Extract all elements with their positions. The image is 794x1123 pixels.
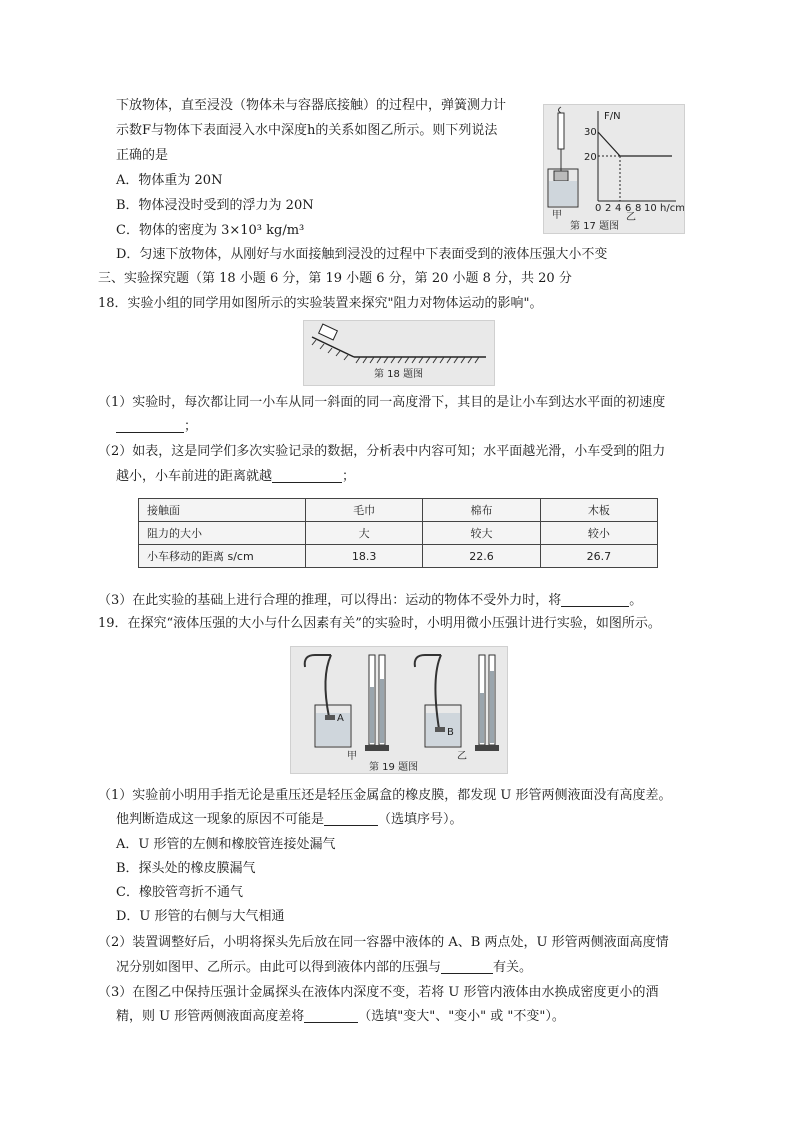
figure-18 — [303, 320, 495, 386]
figure-19-label-yi: 乙 — [457, 751, 467, 762]
table-cell: 小车移动的距离 s/cm — [139, 545, 306, 568]
q19-option-b: B．探头处的橡皮膜漏气 — [116, 861, 256, 876]
q17-line-1: 下放物体，直至浸没（物体未与容器底接触）的过程中，弹簧测力计 — [116, 98, 507, 113]
table-row — [139, 522, 658, 545]
table-header-cell: 木板 — [540, 499, 657, 522]
q19-part2-line-2 — [116, 959, 532, 977]
q18-part2-text: （2）如表，这是同学们多次实验记录的数据，分析表中内容可知；水平面越光滑，小车受到的阻力 — [98, 444, 666, 459]
figure-19 — [290, 646, 508, 774]
q18-part3-end: 。 — [629, 593, 643, 608]
table-cell: 较小 — [540, 522, 657, 545]
surface-hatch-mark — [412, 357, 416, 363]
q18-part2-line-2 — [116, 468, 355, 486]
q17-line-2: 示数F与物体下表面浸入水中深度h的关系如图乙所示。则下列说法 — [116, 123, 498, 138]
q18-part3-line — [98, 592, 642, 610]
figure-19-label-a: A — [337, 713, 344, 724]
figure-17-y-tick-30: 30 — [584, 127, 597, 138]
q19-part1-text: （1）实验前小明用手指无论是重压还是轻压金属盒的橡皮膜，都发现 U 形管两侧液面没有高度差。 — [98, 788, 672, 803]
figure-17-drawing — [544, 105, 684, 233]
q18-part1-end: ； — [184, 419, 198, 434]
surface-hatch-mark — [426, 357, 430, 363]
q18-data-table — [138, 498, 658, 568]
figure-19-label-b: B — [447, 727, 454, 738]
figure-17-label-jia: 甲 — [552, 210, 562, 221]
q19-part3-prompt: 精，则 U 形管两侧液面高度差将 — [116, 1009, 305, 1024]
surface-hatch-mark — [433, 357, 437, 363]
surface-hatch-mark — [370, 357, 374, 363]
q19-option-d: D．U 形管的右侧与大气相通 — [116, 909, 285, 924]
q18-part1-text: （1）实验时，每次都让同一小车从同一斜面的同一高度滑下，其目的是让小车到达水平面的初速度 — [98, 395, 666, 410]
q18-part3-prompt: （3）在此实验的基础上进行合理的推理，可以得出：运动的物体不受外力时，将 — [98, 593, 562, 608]
figure-17-y-axis-label: F/N — [604, 111, 621, 122]
table-header-row — [139, 499, 658, 522]
q19-part1-end: （选填序号）。 — [378, 812, 463, 827]
surface-hatch-mark — [475, 357, 479, 363]
surface-hatch-mark — [356, 357, 360, 363]
figure-19-drawing — [291, 647, 507, 773]
q18-part2-prompt: 越小，小车前进的距离就越 — [116, 469, 273, 484]
q17-option-a: A．物体重为 20N — [116, 173, 223, 188]
q19-part2-answer-blank[interactable] — [441, 959, 493, 974]
surface-hatch-mark — [461, 357, 465, 363]
q19-part1-line-2 — [116, 811, 463, 829]
table-header-cell: 毛巾 — [306, 499, 423, 522]
figure-17-x-tick-4: 4 — [615, 203, 622, 214]
table-header-cell: 接触面 — [139, 499, 306, 522]
surface-hatch-mark — [363, 357, 367, 363]
q18-stem: 18．实验小组的同学用如图所示的实验装置来探究"阻力对物体运动的影响"。 — [98, 296, 543, 311]
surface-hatch-mark — [384, 357, 388, 363]
surface-hatch-mark — [468, 357, 472, 363]
section-3-heading: 三、实验探究题（第 18 小题 6 分，第 19 小题 6 分，第 20 小题 8 分，共 20 分 — [98, 271, 572, 286]
figure-17-x-axis-label: h/cm — [660, 203, 684, 214]
figure-18-caption: 第 18 题图 — [374, 369, 424, 380]
figure-17-x-tick-2: 2 — [605, 203, 612, 214]
q19-part3-end: （选填"变大"、"变小" 或 "不变"）。 — [358, 1009, 565, 1024]
q17-option-d: D．匀速下放物体，从刚好与水面接触到浸没的过程中下表面受到的液体压强大小不变 — [116, 247, 608, 262]
table-cell: 22.6 — [423, 545, 540, 568]
q19-part3-text: （3）在图乙中保持压强计金属探头在液体内深度不变，若将 U 形管内液体由水换成密度更小的酒 — [98, 985, 659, 1000]
q18-part1-answer-blank[interactable] — [116, 418, 184, 433]
surface-hatch-mark — [405, 357, 409, 363]
q18-part2-end: ； — [342, 469, 356, 484]
q19-part2-prompt: 况分别如图甲、乙所示。由此可以得到液体内部的压强与 — [116, 960, 442, 975]
q19-part2-end: 有关。 — [493, 960, 533, 975]
surface-hatch-mark — [391, 357, 395, 363]
q19-option-a: A．U 形管的左侧和橡胶管连接处漏气 — [116, 837, 336, 852]
surface-hatch-mark — [447, 357, 451, 363]
figure-17-caption: 第 17 题图 — [570, 221, 620, 232]
q17-option-b: B．物体浸没时受到的浮力为 20N — [116, 198, 314, 213]
table-cell: 阻力的大小 — [139, 522, 306, 545]
q17-option-c: C．物体的密度为 3×10³ kg/m³ — [116, 223, 305, 238]
q19-option-c: C．橡胶管弯折不通气 — [116, 885, 243, 900]
surface-hatch-mark — [419, 357, 423, 363]
table-header-cell: 棉布 — [423, 499, 540, 522]
figure-17-label-yi: 乙 — [626, 212, 636, 223]
table-cell: 26.7 — [540, 545, 657, 568]
figure-17 — [543, 104, 685, 234]
table-cell: 大 — [306, 522, 423, 545]
q18-part3-answer-blank[interactable] — [561, 592, 629, 607]
q19-stem: 19．在探究“液体压强的大小与什么因素有关”的实验时，小明用微小压强计进行实验，如图所示。 — [98, 616, 661, 631]
table-cell: 较大 — [423, 522, 540, 545]
figure-19-caption: 第 19 题图 — [369, 762, 419, 773]
q19-part3-answer-blank[interactable] — [304, 1008, 358, 1023]
surface-hatch-mark — [440, 357, 444, 363]
figure-17-x-tick-6: 6 — [625, 203, 632, 214]
figure-19-label-jia: 甲 — [347, 751, 357, 762]
figure-17-x-tick-10: 10 — [644, 203, 657, 214]
figure-18-drawing — [304, 321, 494, 385]
surface-hatch-mark — [454, 357, 458, 363]
figure-17-y-tick-20: 20 — [584, 152, 597, 163]
q19-part3-line-2 — [116, 1008, 565, 1026]
q19-part2-text: （2）装置调整好后，小明将探头先后放在同一容器中液体的 A、B 两点处，U 形管两侧液面高度情 — [98, 935, 669, 950]
figure-17-x-tick-8: 8 — [635, 203, 642, 214]
surface-hatch-mark — [377, 357, 381, 363]
surface-hatch-mark — [398, 357, 402, 363]
q19-part1-prompt: 他判断造成这一现象的原因不可能是 — [116, 812, 325, 827]
table-row — [139, 545, 658, 568]
table-cell: 18.3 — [306, 545, 423, 568]
q17-line-3: 正确的是 — [116, 148, 169, 163]
q18-part1-blank-line — [116, 418, 197, 436]
figure-17-x-tick-0: 0 — [595, 203, 602, 214]
q19-part1-answer-blank[interactable] — [324, 811, 378, 826]
q18-part2-answer-blank[interactable] — [272, 468, 342, 483]
